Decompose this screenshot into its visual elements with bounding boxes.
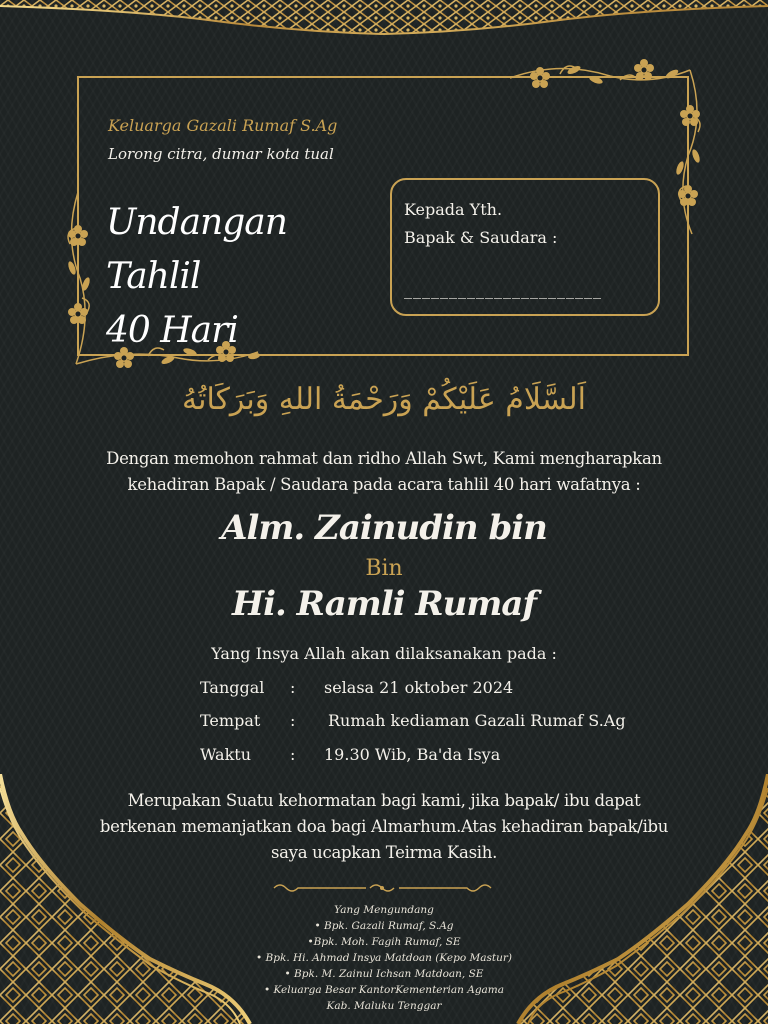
recipient-name-line: ______________________ xyxy=(404,280,602,299)
event-intro: Yang Insya Allah akan dilaksanakan pada : xyxy=(211,644,557,663)
recipient-to: Kepada Yth. xyxy=(404,200,503,219)
top-ornament xyxy=(0,0,768,40)
closing-text: Merupakan Suatu kehormatan bagi kami, jika bapak/ ibu dapat berkenan memanjatkan doa bagi Almarhum.Atas kehadiran bapak/ibu saya ucapkan Teirma Kasih. xyxy=(99,791,669,862)
host-item: • Keluarga Besar KantorKementerian Agama xyxy=(263,984,505,996)
host-item: • Bpk. M. Zainul Ichsan Matdoan, SE xyxy=(284,968,484,980)
opening-text: Dengan memohon rahmat dan ridho Allah Swt, Kami mengharapkan kehadiran Bapak / Saudara pada acara tahlil 40 hari wafatnya : xyxy=(106,449,662,494)
event-colon: : xyxy=(290,745,296,764)
invitation-title xyxy=(106,196,376,358)
event-colon: : xyxy=(290,711,296,730)
event-label: Tanggal xyxy=(200,678,265,697)
host-item: • Bpk. Hi. Ahmad Insya Matdoan (Kepo Mastur) xyxy=(255,952,513,964)
event-label: Waktu xyxy=(200,745,252,764)
arch-ornament-right xyxy=(498,774,768,1024)
host-item: Kab. Maluku Tenggar xyxy=(326,1000,442,1012)
host-item: • Bpk. Gazali Rumaf, S.Ag xyxy=(314,920,454,932)
title-line-2: 40 Hari xyxy=(106,310,238,351)
event-value: selasa 21 oktober 2024 xyxy=(324,678,514,697)
event-value: 19.30 Wib, Ba'da Isya xyxy=(324,745,501,764)
host-item: •Bpk. Moh. Fagih Rumaf, SE xyxy=(307,936,461,948)
event-label: Tempat xyxy=(200,711,261,730)
event-colon: : xyxy=(290,678,296,697)
divider-ornament xyxy=(270,880,495,896)
arch-ornament-left xyxy=(0,774,270,1024)
deceased-name-line-2: Hi. Ramli Rumaf xyxy=(231,584,537,624)
arabic-greeting: اَلسَّلَامُ عَلَيْكُمْ وَرَحْمَةُ اللهِ وَبَرَكَاتُهُ xyxy=(182,382,586,417)
event-value: Rumah kediaman Gazali Rumaf S.Ag xyxy=(328,711,626,730)
deceased-name-line-1: Alm. Zainudin bin xyxy=(221,508,547,548)
sender-address: Lorong citra, dumar kota tual xyxy=(108,145,334,163)
title-line-1: Undangan Tahlil xyxy=(106,202,287,297)
recipient-who: Bapak & Saudara : xyxy=(404,228,558,247)
sender-family-name: Keluarga Gazali Rumaf S.Ag xyxy=(108,116,338,135)
hosts-list xyxy=(234,902,534,1014)
hosts-heading: Yang Mengundang xyxy=(334,904,434,916)
deceased-bin: Bin xyxy=(365,556,403,581)
